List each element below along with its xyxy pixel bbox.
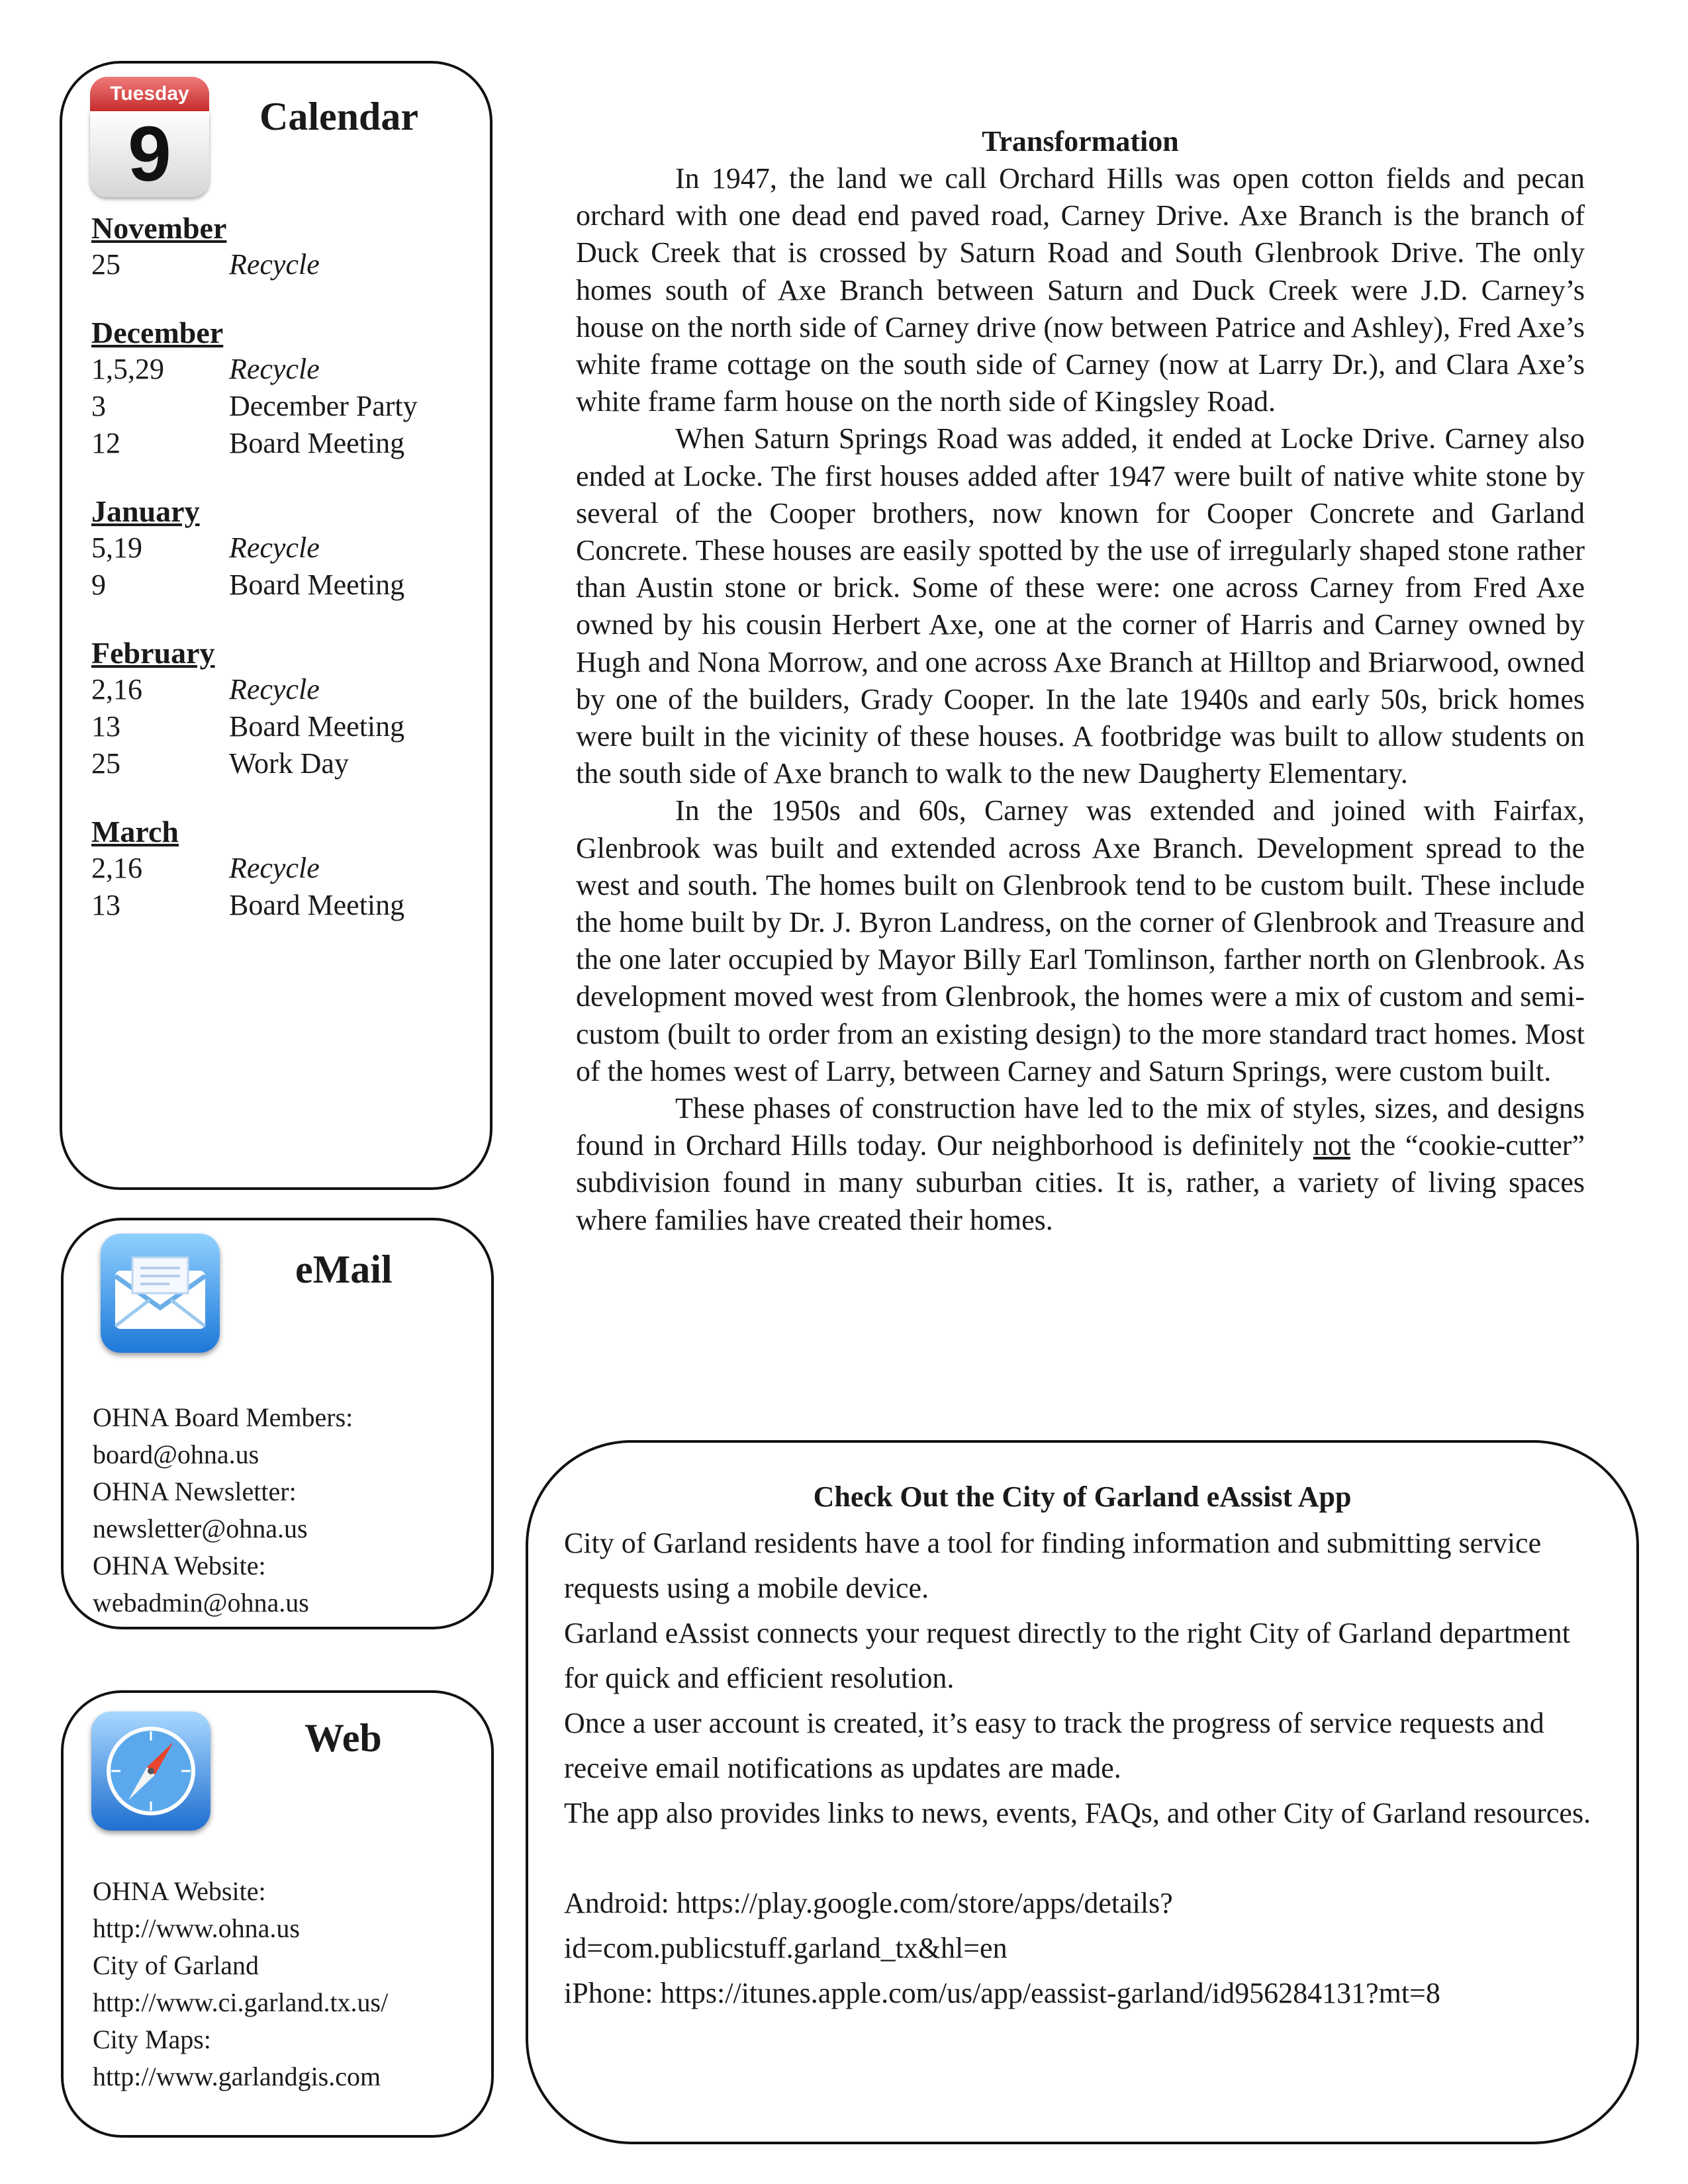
event-date: 3 bbox=[91, 390, 106, 422]
eassist-panel bbox=[526, 1440, 1639, 2144]
eassist-paragraph: Once a user account is created, it’s easy to track the progress of service requests and receive email notifications as updates are made. bbox=[564, 1707, 1544, 1784]
event-label: Recycle bbox=[229, 353, 320, 385]
mail-icon bbox=[101, 1234, 220, 1353]
eassist-paragraph: The app also provides links to news, events, FAQs, and other City of Garland resources. bbox=[564, 1797, 1591, 1829]
month-name: February bbox=[91, 636, 215, 670]
calendar-icon-date: 9 bbox=[90, 111, 209, 197]
calendar-event bbox=[91, 708, 475, 745]
event-date: 25 bbox=[91, 248, 120, 281]
event-label: Recycle bbox=[229, 852, 320, 884]
article-paragraph: In 1947, the land we call Orchard Hills was open cotton fields and pecan orchard with one dead end paved road, Carney Drive. Axe Branch is the branch of Duck Creek that is crossed by Saturn Road and South Glenbrook Drive. The only homes south of Axe Branch between Saturn and Duck Creek were J.D. Carney’s house on the north side of Carney drive (now between Patrice and Ashley), Fred Axe’s white frame cottage on the south side of Carney (now at Larry Dr.), and Clara Axe’s white frame farm house on the north side of Kingsley Road. bbox=[576, 162, 1585, 418]
event-label: December Party bbox=[229, 390, 418, 422]
spacer bbox=[564, 1836, 1597, 1881]
calendar-event bbox=[91, 425, 475, 462]
calendar-title: Calendar bbox=[259, 95, 418, 138]
web-link[interactable]: http://www.garlandgis.com bbox=[93, 2062, 381, 2091]
calendar-icon-day: Tuesday bbox=[90, 77, 209, 111]
web-panel bbox=[61, 1690, 494, 2138]
calendar-event bbox=[91, 246, 475, 283]
eassist-body bbox=[564, 1521, 1597, 2016]
calendar-event bbox=[91, 388, 475, 425]
web-label: City of Garland bbox=[93, 1950, 259, 1980]
calendar-panel bbox=[60, 61, 492, 1190]
event-date: 2,16 bbox=[91, 673, 142, 705]
calendar-month bbox=[91, 635, 475, 782]
month-name: December bbox=[91, 316, 224, 349]
event-date: 13 bbox=[91, 889, 120, 921]
month-name: January bbox=[91, 494, 200, 528]
event-date: 5,19 bbox=[91, 531, 142, 564]
event-label: Recycle bbox=[229, 673, 320, 705]
android-link[interactable]: Android: https://play.google.com/store/apps/details?id=com.publicstuff.garland_tx&hl=en bbox=[564, 1887, 1173, 1964]
event-label: Recycle bbox=[229, 248, 320, 281]
calendar-month bbox=[91, 494, 475, 604]
eassist-title: Check Out the City of Garland eAssist App bbox=[813, 1480, 1352, 1513]
calendar-event bbox=[91, 671, 475, 708]
web-link[interactable]: http://www.ohna.us bbox=[93, 1913, 300, 1943]
email-address[interactable]: webadmin@ohna.us bbox=[93, 1588, 309, 1617]
article-text: the “cookie-cutter” subdivision found in many suburban cities. It is, rather, a variety of living spaces where families have created their homes. bbox=[576, 1129, 1585, 1236]
iphone-link[interactable]: iPhone: https://itunes.apple.com/us/app/eassist-garland/id956284131?mt=8 bbox=[564, 1977, 1440, 2009]
article-paragraph bbox=[576, 1090, 1585, 1239]
calendar-months bbox=[91, 210, 475, 956]
calendar-event bbox=[91, 529, 475, 567]
calendar-month bbox=[91, 210, 475, 283]
web-label: City Maps: bbox=[93, 2025, 211, 2054]
article-paragraph: When Saturn Springs Road was added, it ended at Locke Drive. Carney also ended at Locke. The first houses added after 1947 were built of native white stone by several of the Cooper brothers, now known for Cooper Concrete and Garland Concrete. These houses are easily spotted by the use of irregularly shaped stone rather than Austin stone or brick. Some of these were: one across Carney from Fred Axe owned by his cousin Herbert Axe, one at the corner of Harris and Carney owned by Hugh and Nona Morrow, and one across Axe Branch at Hilltop and Briarwood, owned by one of the builders, Grady Cooper. In the late 1940s and early 50s, brick homes were built in the vicinity of these houses. A footbridge was built to allow students on the south side of Axe branch to walk to the new Daugherty Elementary. bbox=[576, 422, 1585, 790]
calendar-month bbox=[91, 814, 475, 924]
web-link[interactable]: http://www.ci.garland.tx.us/ bbox=[93, 1987, 389, 2017]
compass-icon bbox=[91, 1711, 211, 1831]
email-label: OHNA Board Members: bbox=[93, 1402, 353, 1432]
calendar-event bbox=[91, 887, 475, 924]
article-text: These phases of construction have led to the mix of styles, sizes, and designs found in Orchard Hills today. Our neighborhood is definitely bbox=[576, 1092, 1585, 1162]
web-title: Web bbox=[305, 1716, 382, 1760]
event-label: Board Meeting bbox=[229, 569, 405, 601]
article-title: Transformation bbox=[982, 125, 1179, 158]
event-date: 1,5,29 bbox=[91, 353, 164, 385]
calendar-event bbox=[91, 351, 475, 388]
event-label: Board Meeting bbox=[229, 710, 405, 743]
event-label: Board Meeting bbox=[229, 889, 405, 921]
eassist-paragraph: City of Garland residents have a tool for finding information and submitting service requests using a mobile device. bbox=[564, 1527, 1542, 1604]
calendar-event bbox=[91, 745, 475, 782]
event-label: Board Meeting bbox=[229, 427, 405, 459]
event-date: 13 bbox=[91, 710, 120, 743]
event-date: 12 bbox=[91, 427, 120, 459]
article bbox=[576, 123, 1585, 1239]
article-paragraph: In the 1950s and 60s, Carney was extended and joined with Fairfax, Glenbrook was built and extended across Axe Branch. Development spread to the west and south. The homes built on Glenbrook tend to be custom built. These include the home built by Dr. J. Byron Landress, on the corner of Glenbrook and Treasure and the one later occupied by Mayor Billy Earl Tomlinson, farther north on Glenbrook. As development moved west from Glenbrook, the homes were a mix of custom and semi-custom (built to order from an existing design) to the more standard tract homes. Most of the homes west of Larry, between Carney and Saturn Springs, were custom built. bbox=[576, 794, 1585, 1087]
event-date: 25 bbox=[91, 747, 120, 780]
email-label: OHNA Newsletter: bbox=[93, 1477, 297, 1506]
web-list bbox=[93, 1873, 388, 2095]
month-name: March bbox=[91, 815, 179, 848]
web-label: OHNA Website: bbox=[93, 1876, 266, 1906]
event-label: Work Day bbox=[229, 747, 349, 780]
email-list bbox=[93, 1399, 353, 1621]
calendar-icon bbox=[90, 77, 209, 197]
event-date: 9 bbox=[91, 569, 106, 601]
eassist-paragraph: Garland eAssist connects your request directly to the right City of Garland department for quick and efficient resolution. bbox=[564, 1617, 1571, 1694]
calendar-event bbox=[91, 567, 475, 604]
email-panel bbox=[61, 1218, 494, 1629]
emphasis-not: not bbox=[1313, 1129, 1351, 1162]
email-address[interactable]: board@ohna.us bbox=[93, 1439, 259, 1469]
event-date: 2,16 bbox=[91, 852, 142, 884]
calendar-event bbox=[91, 850, 475, 887]
email-title: eMail bbox=[295, 1248, 393, 1291]
calendar-month bbox=[91, 315, 475, 462]
email-address[interactable]: newsletter@ohna.us bbox=[93, 1514, 308, 1543]
email-label: OHNA Website: bbox=[93, 1551, 266, 1580]
month-name: November bbox=[91, 211, 227, 245]
event-label: Recycle bbox=[229, 531, 320, 564]
